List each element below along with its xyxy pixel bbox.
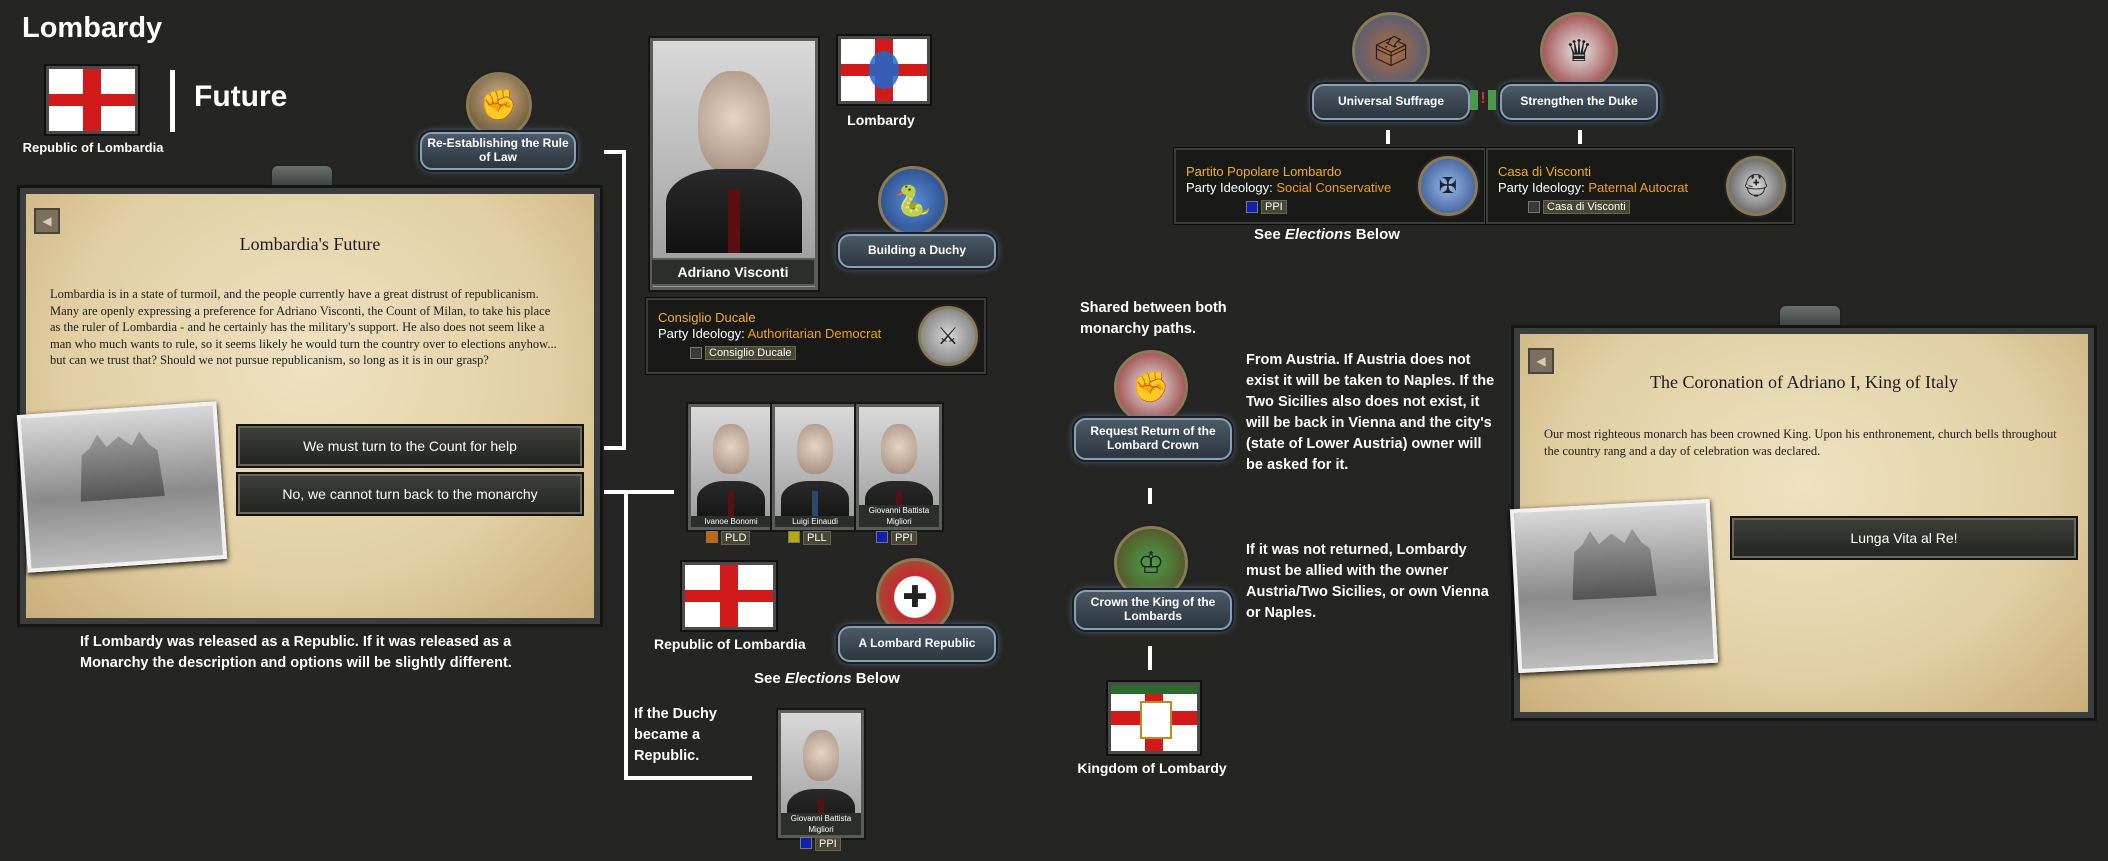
leader-name: Giovanni Battista Migliori [781,813,861,835]
focus-universal-suffrage[interactable]: Universal Suffrage [1312,84,1470,120]
ideology-label: Party Ideology: [1186,180,1273,195]
party-tag: Consiglio Ducale [705,346,796,360]
shared-note: Shared between both monarchy paths. [1080,300,1227,337]
release-note: If Lombardy was released as a Republic. If it was released as a Monarchy the description and options will be slightly different. [80,634,512,671]
connector-no-monarchy [604,490,674,494]
connector-vertical [624,490,628,780]
duchy-republic-note: If the Duchy became a Republic. [634,706,717,764]
connector-dash-2 [1148,646,1152,670]
milan-cathedral-photo [17,401,228,573]
party-tag: PPI [1261,200,1287,214]
leader-name: Ivanoe Bonomi [691,516,771,527]
connector-dash-1 [1148,488,1152,504]
helmet-crest-icon: ⛑ [1726,156,1786,216]
luigi-einaudi-portrait [772,404,858,530]
austria-note: From Austria. If Austria does not exist it will be taken to Naples. If the Two Sicilies also does not exist, it will be back in Vienna and the city's (state of Lower Austria) owner will be asked for it. [1246,352,1495,473]
connector-suffrage [1386,130,1390,144]
cross-shield-icon: ✚ [876,558,954,636]
party-name: Partito Popolare Lombardo [1186,164,1342,179]
focus-lombard-republic[interactable]: A Lombard Republic [838,626,996,662]
see-elections-note: See Elections Below [754,670,900,687]
clip-icon [270,164,334,190]
party-tag-ppi: PPI [876,528,917,546]
adriano-visconti-portrait [650,38,818,290]
serpent-icon: 🐍 [878,166,948,236]
connector-duke [1578,130,1582,144]
party-crest-icon: ✠ [1418,156,1478,216]
party-tag-pld: PLD [706,528,750,546]
milan-cathedral-photo-2 [1510,499,1718,673]
ivanoe-bonomi-portrait [688,404,774,530]
option-turn-to-count-button[interactable]: We must turn to the Count for help [238,426,582,466]
kingdom-flag-label: Kingdom of Lombardy [1077,760,1227,776]
republic-flag-label-2: Republic of Lombardia [654,636,806,652]
crown-fist-icon: ✊ [1114,350,1188,424]
clip-icon [1778,304,1842,330]
focus-request-crown[interactable]: Request Return of the Lombard Crown [1074,418,1232,460]
party-ideology: Authoritarian Democrat [747,326,882,341]
party-consiglio-ducale [646,298,986,374]
lombardy-flag-label: Lombardy [847,112,915,128]
option-lunga-vita-button[interactable]: Lunga Vita al Re! [1732,518,2076,558]
page-title: Lombardy [22,12,163,44]
giovanni-migliori-portrait [856,404,942,530]
event-body: Our most righteous monarch has been crowned King. Upon his enthronement, church bells throughout the country rang and a day of celebration was declared. [1544,427,2057,458]
crown-crest-icon: ♛ [1540,12,1618,90]
back-arrow-icon[interactable]: ◀ [1528,348,1554,374]
iron-crown-icon: ♔ [1114,526,1188,600]
party-tag-ppi-2: PPI [800,834,841,852]
focus-building-duchy[interactable]: Building a Duchy [838,234,996,268]
party-tag-pll: PLL [788,528,831,546]
republic-flag-2 [682,562,776,630]
ideology-label: Party Ideology: [658,326,745,341]
title-divider [170,70,175,132]
focus-crown-king[interactable]: Crown the King of the Lombards [1074,590,1232,630]
bracket-count [604,150,626,450]
section-title: Future [194,80,288,113]
party-name: Casa di Visconti [1498,164,1591,179]
connector-duchy-republic [624,776,752,780]
event-title: The Coronation of Adriano I, King of Italy [1650,372,1958,392]
leader-name: Giovanni Battista Migliori [859,505,939,527]
republic-flag [46,66,138,134]
event-title: Lombardia's Future [239,234,381,254]
party-ppl [1174,148,1486,224]
party-tag: Casa di Visconti [1543,200,1630,214]
sword-crest-icon: ⚔ [918,306,978,366]
leader-name: Luigi Einaudi [775,516,855,527]
party-casa-visconti [1486,148,1794,224]
option-no-monarchy-button[interactable]: No, we cannot turn back to the monarchy [238,474,582,514]
party-ideology: Paternal Autocrat [1588,180,1689,195]
fist-icon: ✊ [466,72,532,138]
leader-name-plate: Adriano Visconti [650,258,816,286]
republic-flag-label: Republic of Lombardia [22,140,164,155]
giovanni-migliori-portrait-2 [778,710,864,838]
lombardy-flag [838,36,930,104]
not-returned-note: If it was not returned, Lombardy must be allied with the owner Austria/Two Sicilies, or own Vienna or Naples. [1246,542,1489,621]
focus-rule-of-law[interactable]: Re-Establishing the Rule of Law [420,132,576,170]
back-arrow-icon[interactable]: ◀ [34,208,60,234]
focus-strengthen-duke[interactable]: Strengthen the Duke [1500,84,1658,120]
ballot-box-icon: 🗳 [1352,12,1430,90]
party-ideology: Social Conservative [1276,180,1392,195]
exclusive-icon: ! [1470,90,1496,110]
kingdom-flag [1108,682,1200,754]
event-body: Lombardia is in a state of turmoil, and the people currently have a great distrust of republicanism. Many are openly expressing a preference for Adriano Visconti, the Count of Milan, to take his place as the ruler of Lombardia - and he certainly has the military's support. He also does not seem like a man who much wants to rule, so it seems likely he would turn the country over to elections anyhow... but can we trust that? Should we not pursue republicanism, so long as it is in our grasp? [50,287,557,367]
party-name: Consiglio Ducale [658,310,756,325]
see-elections-note-2: See Elections Below [1254,226,1400,243]
ideology-label: Party Ideology: [1498,180,1585,195]
